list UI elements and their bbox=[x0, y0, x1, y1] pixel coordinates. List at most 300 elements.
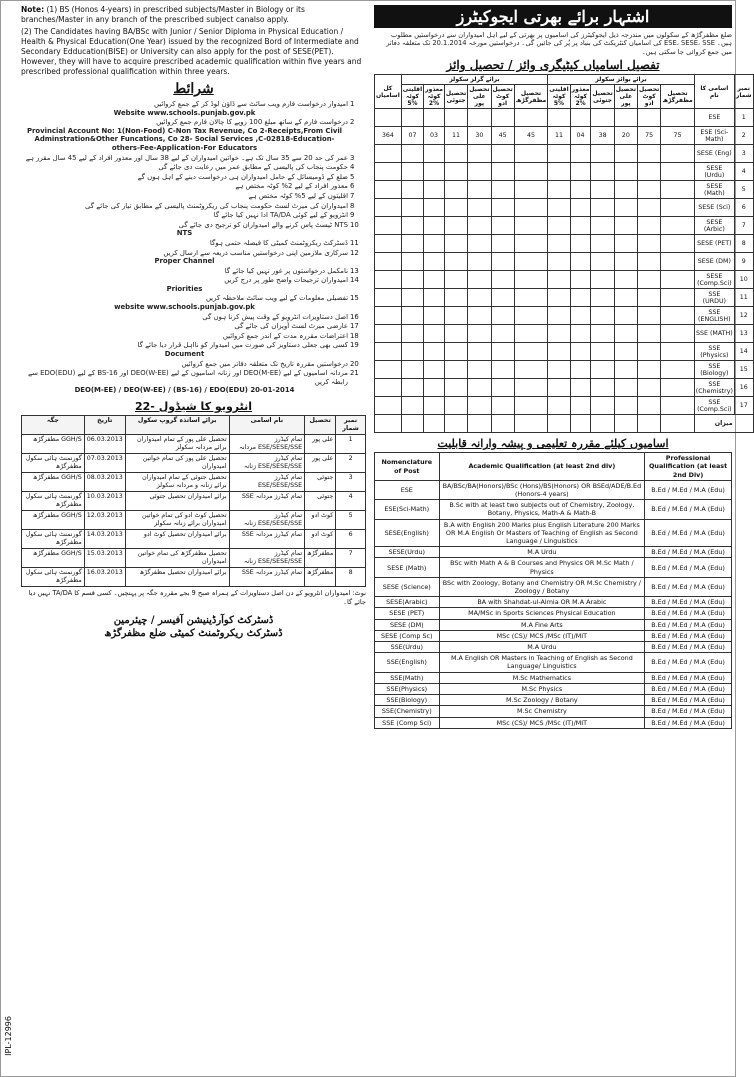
boys-total bbox=[548, 415, 570, 433]
girls-value bbox=[468, 199, 491, 217]
qualification-post-cell: SSE(Math) bbox=[375, 672, 440, 683]
boys-value bbox=[638, 397, 661, 415]
qualification-post-cell: SESE (Math) bbox=[375, 558, 440, 577]
row-total bbox=[375, 289, 402, 307]
schedule-group-cell: برائے امیدواران تحصیل جتوئی bbox=[125, 492, 229, 511]
girls-value bbox=[401, 289, 423, 307]
qualification-academic-cell: M.A Urdu bbox=[439, 547, 645, 558]
schedule-venue-cell: GGH/S مظفرگڑھ bbox=[22, 435, 85, 454]
condition-urdu: سرکاری ملازمین اپنی درخواستیں مناسب ذریعہ سے ارسال کریں bbox=[163, 248, 348, 257]
boys-value bbox=[661, 181, 694, 199]
condition-text bbox=[21, 276, 348, 293]
totals-label: میزان bbox=[694, 415, 753, 433]
girls-total bbox=[424, 415, 445, 433]
girls-value bbox=[491, 271, 514, 289]
schedule-group-cell: تحصیل جتوئی کے تمام امیدواران برائے زنانہ و مردانہ سکولز bbox=[125, 473, 229, 492]
girls-value bbox=[468, 217, 491, 235]
schedule-venue-cell: گورنمنٹ ہائی سکول مظفرگڑھ bbox=[22, 530, 85, 549]
condition-text bbox=[21, 332, 348, 341]
girls-value bbox=[514, 181, 547, 199]
post-name: SSE (Comp.Sci) bbox=[694, 397, 734, 415]
sub-header-cell: تحصیل کوٹ ادو bbox=[492, 86, 513, 108]
condition-item bbox=[21, 322, 366, 331]
boys-value bbox=[661, 235, 694, 253]
qualification-professional-cell: B.Ed / M.Ed / M.A (Edu) bbox=[645, 519, 732, 547]
condition-urdu: درخواستیں مقررہ تاریخ تک متعلقہ دفاتر میں جمع کروائیں bbox=[181, 359, 348, 368]
girls-value bbox=[444, 271, 467, 289]
boys-value bbox=[614, 325, 637, 343]
girls-value bbox=[424, 343, 445, 361]
condition-text bbox=[21, 294, 348, 311]
condition-text bbox=[21, 369, 348, 395]
boys-value bbox=[614, 145, 637, 163]
condition-text bbox=[21, 118, 348, 152]
row-total bbox=[375, 217, 402, 235]
boys-value bbox=[614, 289, 637, 307]
distribution-row bbox=[375, 109, 754, 127]
qualification-professional-cell: B.Ed / M.Ed / M.A (Edu) bbox=[645, 547, 732, 558]
girls-value bbox=[514, 163, 547, 181]
schedule-row bbox=[22, 568, 366, 587]
schedule-post-cell: تمام کیڈرز ESE/SESE/SSE مردانہ bbox=[229, 435, 305, 454]
schedule-row bbox=[22, 492, 366, 511]
boys-value bbox=[661, 217, 694, 235]
post-name: SESE (Comp.Sci) bbox=[694, 271, 734, 289]
post-name: SSE (ENGLISH) bbox=[694, 307, 734, 325]
schedule-header-cell: نام اسامی bbox=[229, 416, 305, 435]
condition-number: 18 bbox=[350, 331, 359, 340]
girls-value bbox=[491, 235, 514, 253]
qualification-professional-cell: B.Ed / M.Ed / M.A (Edu) bbox=[645, 683, 732, 694]
post-name: SSE (URDU) bbox=[694, 289, 734, 307]
post-name: SSE (Chemistry) bbox=[695, 380, 733, 395]
qualification-row bbox=[375, 642, 732, 653]
girls-total bbox=[444, 415, 467, 433]
boys-value bbox=[638, 379, 661, 397]
row-number: 14 bbox=[734, 343, 753, 361]
girls-value bbox=[444, 145, 467, 163]
advert-title: اشتہار برائے بھرتی ایجوکیٹرز bbox=[374, 5, 732, 28]
condition-text bbox=[21, 182, 348, 191]
condition-number: 10 bbox=[350, 220, 359, 229]
schedule-group-cell: برائے امیدواران تحصیل کوٹ ادو bbox=[125, 530, 229, 549]
schedule-group-cell: برائے امیدواران تحصیل مظفرگڑھ bbox=[125, 568, 229, 587]
condition-number: 17 bbox=[350, 322, 359, 331]
qualification-academic-cell: MSc (CS)/ MCS /MSc (IT)/MIT bbox=[439, 717, 645, 728]
schedule-venue-cell: GGH/S مظفرگڑھ bbox=[22, 549, 85, 568]
row-total bbox=[375, 163, 402, 181]
girls-total bbox=[514, 415, 547, 433]
qualification-row bbox=[375, 547, 732, 558]
boys-value bbox=[591, 289, 614, 307]
distribution-row bbox=[375, 253, 754, 271]
condition-text bbox=[21, 341, 348, 358]
schedule-n-cell: 1 bbox=[336, 435, 366, 454]
condition-text bbox=[21, 173, 348, 182]
schedule-post-cell: تمام کیڈرز مردانہ SSE bbox=[229, 568, 305, 587]
boys-value bbox=[591, 235, 614, 253]
girls-value bbox=[444, 199, 467, 217]
schedule-header-cell: جگہ bbox=[22, 416, 85, 435]
row-total bbox=[375, 379, 402, 397]
post-header: اسامی کا نام bbox=[694, 75, 734, 109]
schedule-post-cell: تمام کیڈرز ESE/SESE/SSE bbox=[229, 473, 305, 492]
girls-value bbox=[444, 325, 467, 343]
post-name: SESE (Arbic) bbox=[694, 217, 734, 235]
girls-value bbox=[444, 181, 467, 199]
girls-value bbox=[424, 379, 445, 397]
condition-text bbox=[21, 313, 348, 322]
girls-value bbox=[424, 253, 445, 271]
row-total bbox=[375, 145, 402, 163]
condition-urdu: NTS ٹیسٹ پاس کرنے والے امیدواران کو ترجیح دی جائے گی bbox=[178, 220, 348, 229]
condition-number: 9 bbox=[350, 211, 355, 220]
boys-group-header: برائے بوائز سکولز bbox=[548, 75, 695, 85]
schedule-header-cell: نمبر شمار bbox=[336, 416, 366, 435]
row-number: 17 bbox=[734, 397, 753, 415]
condition-urdu: تفصیلی معلومات کے لیے ویب سائٹ ملاحظہ کریں bbox=[205, 294, 348, 303]
qualification-academic-cell: M.A Fine Arts bbox=[439, 619, 645, 630]
boys-value bbox=[591, 163, 614, 181]
distribution-row bbox=[375, 181, 754, 199]
condition-text bbox=[21, 221, 348, 238]
girls-value bbox=[468, 325, 491, 343]
condition-urdu: عارضی میرٹ لسٹ آویزاں کی جائے گی bbox=[234, 322, 348, 331]
schedule-venue-cell: GGH/S مظفرگڑھ bbox=[22, 511, 85, 530]
schedule-row bbox=[22, 473, 366, 492]
schedule-header-row bbox=[22, 416, 366, 435]
condition-urdu: حکومت پنجاب کی پالیسی کے مطابق عمر میں رعایت دی جائے گی bbox=[158, 163, 348, 172]
boys-value bbox=[591, 397, 614, 415]
girls-value bbox=[444, 109, 467, 127]
girls-value bbox=[468, 361, 491, 379]
row-number: 3 bbox=[734, 145, 753, 163]
condition-text bbox=[21, 202, 348, 211]
boys-value bbox=[614, 271, 637, 289]
girls-value bbox=[401, 199, 423, 217]
condition-item bbox=[21, 163, 366, 172]
row-number: 10 bbox=[734, 271, 753, 289]
schedule-tehsil-cell: علی پور bbox=[305, 454, 336, 473]
girls-value bbox=[514, 199, 547, 217]
interview-schedule-table bbox=[21, 415, 366, 587]
qualification-academic-cell: M.A English OR Masters in Teaching of English as Second Language/ Linguistics bbox=[439, 653, 645, 672]
right-column bbox=[374, 5, 752, 1050]
sub-header-cell: اقلیتی کوٹہ 5% bbox=[402, 86, 423, 108]
conditions-title: شرائط bbox=[173, 81, 214, 97]
condition-item bbox=[21, 221, 366, 238]
boys-value bbox=[591, 325, 614, 343]
schedule-group-cell: تحصیل مظفرگڑھ کی تمام خواتین امیدواران bbox=[125, 549, 229, 568]
girls-value bbox=[491, 181, 514, 199]
qualification-post-cell: SESE (DM) bbox=[375, 619, 440, 630]
condition-item bbox=[21, 369, 366, 395]
boys-value bbox=[548, 199, 570, 217]
schedule-date-cell: 15.03.2013 bbox=[84, 549, 125, 568]
schedule-row bbox=[22, 530, 366, 549]
condition-english: Proper Channel bbox=[154, 257, 215, 266]
qualification-row bbox=[375, 608, 732, 619]
total-header: کل اسامیاں bbox=[375, 75, 402, 109]
qualification-academic-cell: MSc (CS)/ MCS /MSc (IT)/MIT bbox=[439, 630, 645, 641]
condition-urdu: امیدوار درخواست فارم ویب سائٹ سے ڈاؤن لوڈ کر کے جمع کروائیں bbox=[154, 100, 348, 108]
condition-urdu: عمر کی حد 20 سے 35 سال تک ہے۔ خواتین امیدواران کے لیے 38 سال اور معذور افراد کے لیے 45 سال مقرر ہے bbox=[25, 153, 348, 162]
boys-value bbox=[548, 217, 570, 235]
girls-value bbox=[444, 307, 467, 325]
condition-urdu: انٹرویو کے لیے کوئی TA/DA ادا نہیں کیا جائے گا bbox=[213, 211, 348, 220]
qualification-post-cell: ESE(Sci-Math) bbox=[375, 500, 440, 519]
sub-header-cell: تحصیل مظفرگڑھ bbox=[661, 85, 694, 109]
qualification-header-cell: Nomenclature of Post bbox=[375, 453, 440, 481]
schedule-post-cell: تمام کیڈرز مردانہ SSE bbox=[229, 492, 305, 511]
girls-value: 03 bbox=[424, 127, 445, 145]
schedule-venue-cell: GGH/S مظفرگڑھ bbox=[22, 473, 85, 492]
schedule-group-cell: تحصیل علی پور کے تمام امیدواران برائے مردانہ سکولز bbox=[125, 435, 229, 454]
schedule-tehsil-cell: مظفرگڑھ bbox=[305, 568, 336, 587]
girls-value bbox=[468, 235, 491, 253]
boys-value: 11 bbox=[548, 127, 570, 145]
girls-value bbox=[424, 145, 445, 163]
schedule-n-cell: 5 bbox=[336, 511, 366, 530]
qualification-professional-cell: B.Ed / M.Ed / M.A (Edu) bbox=[645, 630, 732, 641]
post-name: SESE (Math) bbox=[694, 181, 734, 199]
qualification-post-cell: ESE bbox=[375, 480, 440, 499]
schedule-post-cell: تمام کیڈرز ESE/SESE/SSE زنانہ bbox=[229, 549, 305, 568]
condition-number: 7 bbox=[350, 191, 355, 200]
row-number: 6 bbox=[734, 199, 753, 217]
girls-value bbox=[491, 343, 514, 361]
qualification-academic-cell: M.Sc Chemistry bbox=[439, 706, 645, 717]
condition-text bbox=[21, 267, 348, 276]
condition-english: DEO(M-EE) / DEO(W-EE) / (BS-16) / EDO(EDU) 20-01-2014 bbox=[74, 386, 295, 395]
boys-value bbox=[591, 217, 614, 235]
qualification-row bbox=[375, 558, 732, 577]
boys-value bbox=[548, 271, 570, 289]
boys-value bbox=[661, 289, 694, 307]
boys-value bbox=[638, 235, 661, 253]
post-name: SESE (Urdu) bbox=[694, 163, 734, 181]
qualification-row bbox=[375, 577, 732, 596]
condition-number: 1 bbox=[350, 100, 355, 108]
boys-value bbox=[591, 109, 614, 127]
qualification-post-cell: SSE(Physics) bbox=[375, 683, 440, 694]
row-total: 364 bbox=[375, 127, 402, 145]
distribution-row bbox=[375, 289, 754, 307]
condition-text bbox=[21, 154, 348, 163]
qualification-post-cell: SSE(Urdu) bbox=[375, 642, 440, 653]
boys-value: 75 bbox=[661, 127, 694, 145]
qualification-table bbox=[374, 452, 732, 728]
schedule-n-cell: 8 bbox=[336, 568, 366, 587]
row-number: 7 bbox=[734, 217, 753, 235]
boys-value bbox=[591, 253, 614, 271]
distribution-title: تفصیل اسامیاں کیٹیگری وائز / تحصیل وائز bbox=[446, 58, 660, 73]
schedule-n-cell: 4 bbox=[336, 492, 366, 511]
condition-number: 2 bbox=[350, 118, 355, 127]
girls-value bbox=[468, 289, 491, 307]
boys-value bbox=[548, 379, 570, 397]
girls-value bbox=[468, 145, 491, 163]
boys-total bbox=[570, 415, 591, 433]
girls-value bbox=[514, 271, 547, 289]
row-total bbox=[375, 271, 402, 289]
boys-value: 20 bbox=[614, 127, 637, 145]
girls-value bbox=[424, 163, 445, 181]
boys-value bbox=[638, 181, 661, 199]
girls-value bbox=[491, 397, 514, 415]
note-label: Note: bbox=[21, 5, 45, 14]
girls-value bbox=[514, 307, 547, 325]
condition-item bbox=[21, 249, 366, 266]
qualification-title: اسامیوں کیلئے مقررہ تعلیمی و پیشہ وارانہ قابلیت bbox=[437, 437, 669, 451]
girls-value bbox=[468, 253, 491, 271]
row-total bbox=[375, 235, 402, 253]
girls-value bbox=[514, 235, 547, 253]
qualification-professional-cell: B.Ed / M.Ed / M.A (Edu) bbox=[645, 717, 732, 728]
girls-value bbox=[468, 109, 491, 127]
distribution-row bbox=[375, 343, 754, 361]
condition-number: 8 bbox=[350, 201, 355, 210]
qualification-post-cell: SESE (Comp Sc) bbox=[375, 630, 440, 641]
condition-urdu: مردانہ اسامیوں کے لیے DEO(M-EE) اور زنانہ اسامیوں کے لیے DEO(W-EE) اور BS-16 کے لیے EDO(EDU) سے رابطہ کریں bbox=[28, 369, 348, 386]
condition-urdu: اعتراضات مقررہ مدت کے اندر جمع کروائیں bbox=[222, 331, 348, 340]
condition-english: Provincial Account No: 1(Non-Food) C-Non Tax Revenue, Co 2-Receipts,From Civil Adminstration&Other Funcations, Co 28- Social Services ,C-02818-Education-others-Fee-Application-For Educators bbox=[26, 126, 343, 152]
boys-value: 38 bbox=[591, 127, 614, 145]
schedule-post-cell: تمام کیڈرز مردانہ SSE bbox=[229, 530, 305, 549]
girls-value bbox=[424, 361, 445, 379]
qualification-row bbox=[375, 717, 732, 728]
schedule-tehsil-cell: مظفرگڑھ bbox=[305, 549, 336, 568]
boys-total bbox=[638, 415, 661, 433]
schedule-group-cell: تحصیل علی پور کی تمام خواتین امیدواران bbox=[125, 454, 229, 473]
boys-value bbox=[661, 145, 694, 163]
girls-value bbox=[514, 145, 547, 163]
condition-english: NTS bbox=[176, 229, 193, 238]
girls-value bbox=[401, 379, 423, 397]
condition-urdu: ضلع کے ڈومیسائل کے حامل امیدواران ہی درخواست دینے کے اہل ہوں گے bbox=[137, 172, 348, 181]
girls-group-header: برائے گرلز سکولز bbox=[401, 75, 548, 85]
row-number: 5 bbox=[734, 181, 753, 199]
boys-value bbox=[638, 163, 661, 181]
qualification-academic-cell: M.Sc Physics bbox=[439, 683, 645, 694]
qualification-professional-cell: B.Ed / M.Ed / M.A (Edu) bbox=[645, 619, 732, 630]
boys-value bbox=[638, 253, 661, 271]
boys-value bbox=[614, 235, 637, 253]
girls-value bbox=[424, 217, 445, 235]
qualification-professional-cell: B.Ed / M.Ed / M.A (Edu) bbox=[645, 577, 732, 596]
girls-value bbox=[424, 199, 445, 217]
distribution-row bbox=[375, 127, 754, 145]
condition-text bbox=[21, 100, 348, 117]
row-number: 13 bbox=[734, 325, 753, 343]
condition-item bbox=[21, 360, 366, 369]
qualification-post-cell: SESE(Arabic) bbox=[375, 597, 440, 608]
schedule-tehsil-cell: جتوئی bbox=[305, 473, 336, 492]
boys-value bbox=[614, 109, 637, 127]
sub-header-cell: تحصیل کوٹ ادو bbox=[639, 86, 660, 108]
schedule-row bbox=[22, 511, 366, 530]
condition-text bbox=[21, 360, 348, 369]
distribution-row bbox=[375, 325, 754, 343]
sub-header-cell: معذور کوٹہ 2% bbox=[425, 86, 443, 108]
boys-value bbox=[548, 181, 570, 199]
qualification-professional-cell: B.Ed / M.Ed / M.A (Edu) bbox=[645, 500, 732, 519]
girls-value bbox=[491, 325, 514, 343]
schedule-post-cell: تمام کیڈرز ESE/SESE/SSE زنانہ bbox=[229, 511, 305, 530]
post-name: SSE (MATH) bbox=[694, 325, 734, 343]
boys-value bbox=[614, 163, 637, 181]
qualification-header-cell: Professional Qualification (at least 2nd Div) bbox=[645, 453, 732, 481]
girls-value bbox=[514, 289, 547, 307]
sr-header: نمبر شمار bbox=[734, 75, 753, 109]
girls-value bbox=[424, 289, 445, 307]
boys-value bbox=[614, 397, 637, 415]
qualification-academic-cell: MA/MSc in Sports Sciences Physical Education bbox=[439, 608, 645, 619]
row-total bbox=[375, 343, 402, 361]
girls-total bbox=[468, 415, 491, 433]
girls-value bbox=[444, 253, 467, 271]
boys-value bbox=[570, 397, 591, 415]
grand-total bbox=[375, 415, 402, 433]
schedule-tehsil-cell: جتوئی bbox=[305, 492, 336, 511]
girls-value bbox=[444, 235, 467, 253]
qualification-academic-cell: M.Sc Zoology / Botany bbox=[439, 695, 645, 706]
note-line-1: (1) BS (Honos 4-years) in prescribed subjects/Master in Biology or its branches/Master in any branch of the prescribed subject canalso apply. bbox=[21, 5, 305, 24]
qualification-row bbox=[375, 653, 732, 672]
girls-value bbox=[424, 235, 445, 253]
row-total bbox=[375, 361, 402, 379]
schedule-post-cell: تمام کیڈرز ESE/SESE/SSE زنانہ bbox=[229, 454, 305, 473]
boys-value bbox=[570, 253, 591, 271]
sub-header-cell: تحصیل علی پور bbox=[615, 86, 637, 108]
post-name: SESE (PET) bbox=[694, 235, 734, 253]
condition-english: Document bbox=[164, 350, 205, 359]
boys-value bbox=[570, 325, 591, 343]
girls-value bbox=[401, 397, 423, 415]
girls-value bbox=[424, 307, 445, 325]
boys-total bbox=[614, 415, 637, 433]
post-distribution-table bbox=[374, 74, 754, 433]
condition-number: 21 bbox=[350, 369, 359, 378]
qualification-post-cell: SESE (PET) bbox=[375, 608, 440, 619]
schedule-venue-cell: گورنمنٹ ہائی سکول مظفرگڑھ bbox=[22, 454, 85, 473]
schedule-tehsil-cell: علی پور bbox=[305, 435, 336, 454]
post-name: SESE (Sci) bbox=[694, 199, 734, 217]
qualification-professional-cell: B.Ed / M.Ed / M.A (Edu) bbox=[645, 653, 732, 672]
post-name: ESE (Sci-Math) bbox=[694, 127, 734, 145]
qualification-academic-cell: M.A Urdu bbox=[439, 642, 645, 653]
qualification-academic-cell: BSc with Math A & B Courses and Physics OR M.Sc Math / Physics bbox=[439, 558, 645, 577]
girls-value bbox=[468, 307, 491, 325]
girls-value bbox=[401, 145, 423, 163]
boys-value bbox=[638, 361, 661, 379]
schedule-n-cell: 3 bbox=[336, 473, 366, 492]
boys-value bbox=[661, 397, 694, 415]
distribution-row bbox=[375, 271, 754, 289]
condition-item bbox=[21, 192, 366, 201]
girls-value bbox=[401, 163, 423, 181]
boys-value bbox=[570, 217, 591, 235]
condition-item bbox=[21, 294, 366, 311]
girls-value bbox=[514, 325, 547, 343]
boys-value bbox=[661, 163, 694, 181]
boys-value bbox=[591, 379, 614, 397]
boys-value bbox=[570, 379, 591, 397]
row-number: 9 bbox=[734, 253, 753, 271]
condition-number: 3 bbox=[350, 153, 355, 162]
schedule-date-cell: 08.03.2013 bbox=[84, 473, 125, 492]
boys-value bbox=[570, 145, 591, 163]
